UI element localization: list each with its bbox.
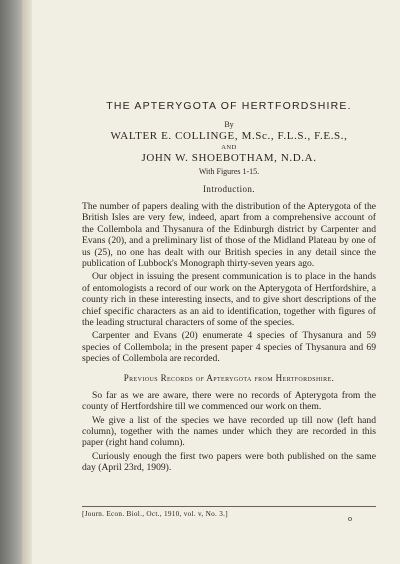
intro-paragraph-1: The number of papers dealing with the distribution of the Apterygota of the British Isles are very few, indeed, apart from a comprehensive account of the Collembola and Thysanura of the Edinburgh district by Carpenter and Evans (20), and a preliminary list of those of the Midland Plateau by one of us (25), no one has dealt with our British species in any detail since the publication of Lubbock's Monograph thirty-seven years ago. — [82, 201, 376, 270]
book-binding — [0, 0, 22, 564]
article-body — [82, 100, 376, 476]
document-page — [32, 0, 400, 564]
previous-records-heading: Previous Records of Apterygota from Hertfordshire. — [123, 372, 335, 383]
author-1: WALTER E. COLLINGE, M.Sc., F.L.S., F.E.S., — [110, 130, 348, 142]
byline-by: By — [224, 120, 234, 129]
intro-paragraph-3: Carpenter and Evans (20) enumerate 4 species of Thysanura and 59 species of Collembola; in the present paper 4 species of Thysanura and 69 species of Collembola are recorded. — [82, 330, 376, 365]
intro-paragraph-2: Our object in issuing the present communication is to place in the hands of entomologists a record of our work on the Apterygota of Hertfordshire, a county rich in these interesting insects, and to give short descriptions of the chief specific characters as an aid to identification, together with figures of the leading structural characters of some of the species. — [82, 271, 376, 329]
introduction-heading: Introduction. — [203, 184, 255, 194]
binding-edge — [22, 0, 32, 564]
article-title: THE APTERYGOTA OF HERTFORDSHIRE. — [106, 100, 352, 112]
author-2: JOHN W. SHOEBOTHAM, N.D.A. — [141, 152, 317, 164]
records-paragraph-1: So far as we are aware, there were no records of Apterygota from the county of Hertfordshire till we commenced our work on them. — [82, 389, 376, 413]
byline-and: AND — [221, 144, 237, 151]
records-paragraph-2: We give a list of the species we have recorded up till now (left hand column), together with the names under which they are recorded in this paper (right hand column). — [82, 414, 376, 449]
footnote-rule — [82, 506, 376, 507]
journal-citation: [Journ. Econ. Biol., Oct., 1910, vol. v, No. 3.] — [82, 510, 228, 518]
figures-note: With Figures 1-15. — [198, 167, 260, 176]
page-mark: o — [348, 514, 352, 523]
records-paragraph-3: Curiously enough the first two papers were both published on the same day (April 23rd, 1909). — [82, 450, 376, 474]
